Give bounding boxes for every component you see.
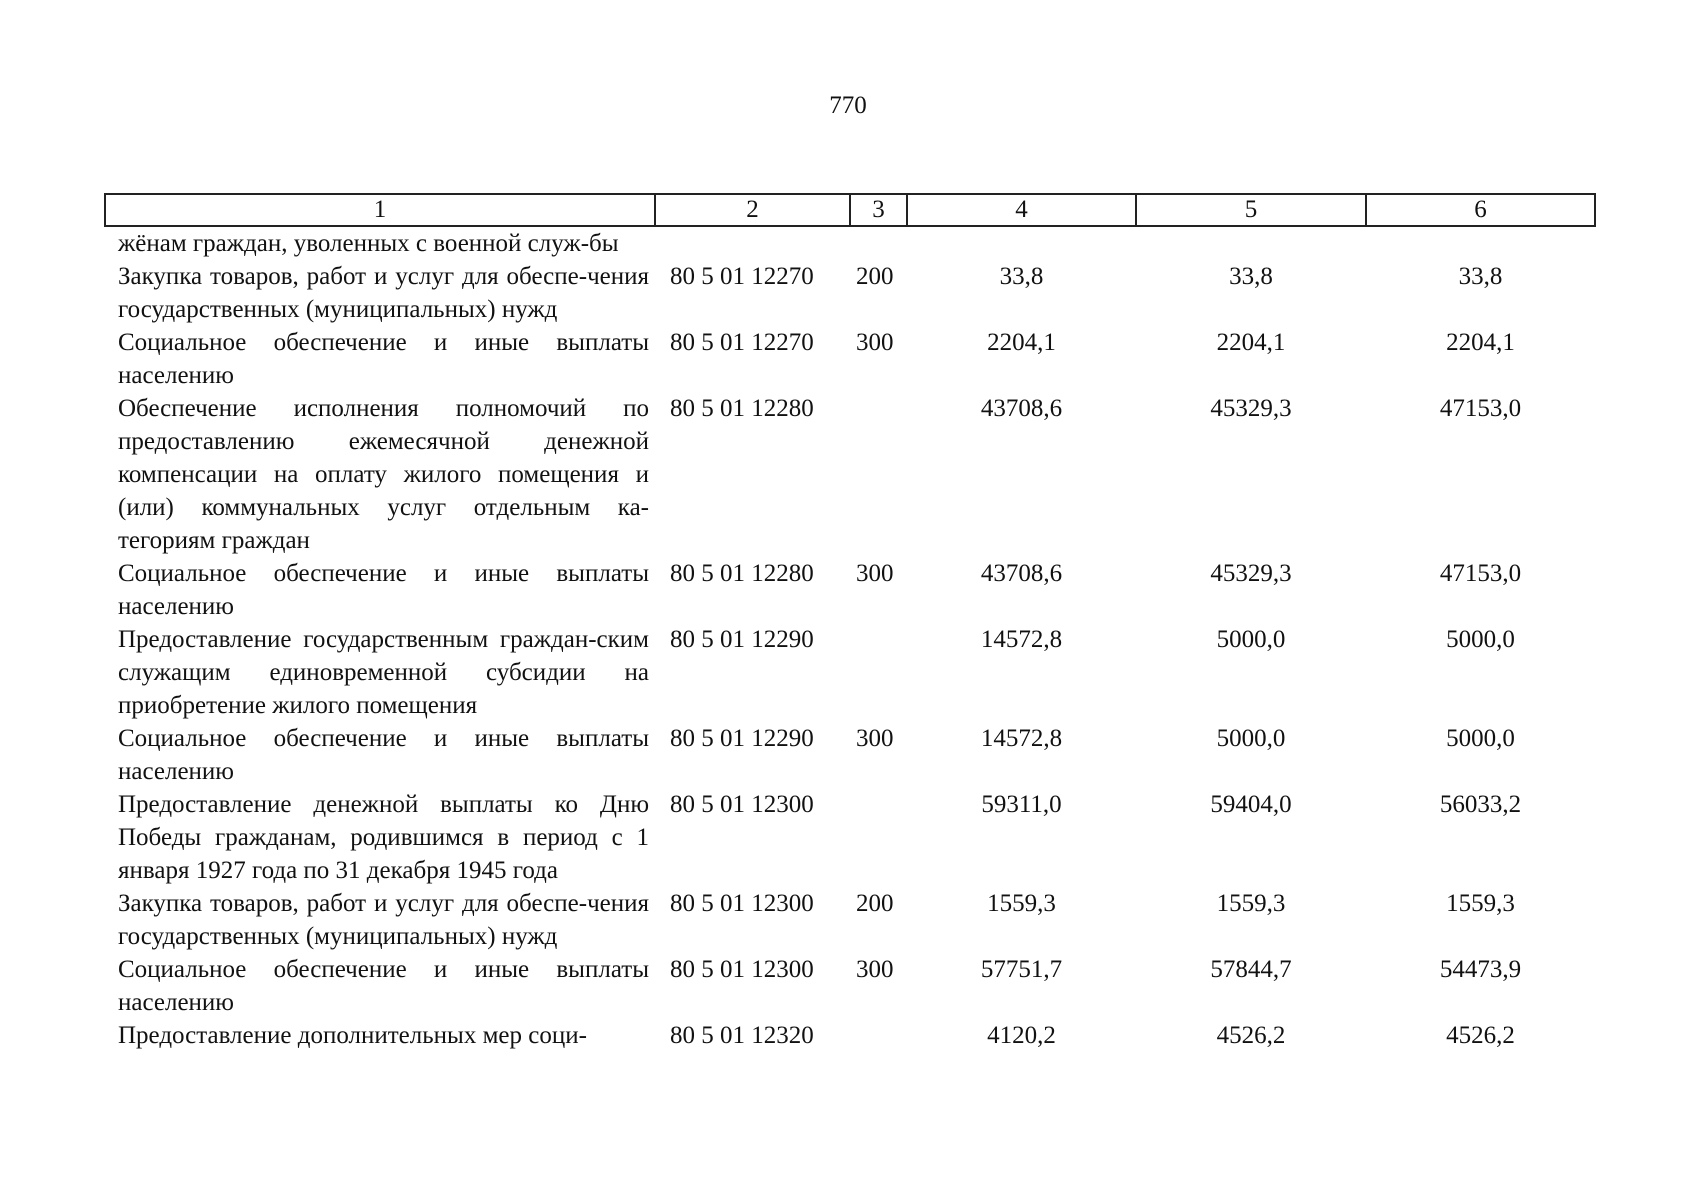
row-expense-type: 300 — [856, 956, 894, 983]
table-header-row — [105, 194, 1595, 226]
row-value-col6: 5000,0 — [1446, 725, 1515, 752]
row-value-col4: 1559,3 — [987, 890, 1056, 917]
row-code: 80 5 01 12300 — [670, 956, 814, 983]
budget-table-container — [104, 193, 1594, 1052]
row-value-col5: 33,8 — [1229, 263, 1273, 290]
row-code: 80 5 01 12300 — [670, 890, 814, 917]
row-code: 80 5 01 12280 — [670, 395, 814, 422]
row-expense-type — [850, 226, 907, 260]
row-value-col5: 4526,2 — [1216, 1022, 1286, 1049]
row-value-col5: 5000,0 — [1216, 626, 1286, 653]
row-name: Закупка товаров, работ и услуг для обеспе-чения государственных (муниципальных) нужд — [118, 263, 649, 323]
table-row — [105, 557, 1595, 623]
row-value-col5: 5000,0 — [1216, 725, 1286, 752]
row-value-col5: 57844,7 — [1210, 956, 1292, 983]
column-header-6: 6 — [1366, 194, 1595, 226]
column-header-5: 5 — [1136, 194, 1366, 226]
row-value-col5: 45329,3 — [1210, 560, 1292, 587]
row-value-col5 — [1136, 226, 1366, 260]
row-expense-type — [850, 392, 907, 557]
row-name: Предоставление государственным граждан-ским служащим единовременной субсидии на приобретение жилого помещения — [118, 626, 649, 719]
table-row — [105, 722, 1595, 788]
row-name: Социальное обеспечение и иные выплаты населению — [118, 560, 649, 620]
row-name: Предоставление дополнительных мер соци- — [118, 1022, 587, 1049]
row-code: 80 5 01 12320 — [670, 1022, 814, 1049]
row-name: Обеспечение исполнения полномочий по предоставлению ежемесячной денежной компенсации на оплату жилого помещения и (или) коммунальных услуг отдельным ка-тегориям граждан — [118, 395, 649, 554]
row-name: Предоставление денежной выплаты ко Дню Победы гражданам, родившимся в период с 1 января 1927 года по 31 декабря 1945 года — [118, 791, 649, 884]
table-row — [105, 392, 1595, 557]
row-value-col6: 4526,2 — [1446, 1022, 1515, 1049]
row-expense-type: 300 — [856, 560, 894, 587]
row-value-col6: 33,8 — [1458, 263, 1503, 290]
row-name: жёнам граждан, уволенных с военной служ-бы — [118, 230, 619, 257]
table-row — [105, 260, 1595, 326]
row-value-col6: 5000,0 — [1446, 626, 1515, 653]
row-value-col4: 2204,1 — [987, 329, 1056, 356]
row-value-col4 — [907, 226, 1136, 260]
table-row — [105, 887, 1595, 953]
row-name: Социальное обеспечение и иные выплаты населению — [118, 956, 649, 1016]
row-expense-type: 200 — [856, 263, 894, 290]
budget-table — [104, 193, 1596, 1052]
row-name: Закупка товаров, работ и услуг для обеспе-чения государственных (муниципальных) нужд — [118, 890, 649, 950]
row-value-col5: 45329,3 — [1210, 395, 1292, 422]
table-row — [105, 1019, 1595, 1052]
row-value-col4: 43708,6 — [980, 395, 1063, 422]
column-header-4: 4 — [907, 194, 1136, 226]
row-value-col6: 54473,9 — [1439, 956, 1522, 983]
row-code: 80 5 01 12270 — [670, 263, 814, 290]
row-code: 80 5 01 12290 — [670, 626, 814, 653]
column-header-3: 3 — [850, 194, 907, 226]
row-code: 80 5 01 12300 — [670, 791, 814, 818]
column-header-1: 1 — [105, 194, 655, 226]
row-value-col6 — [1366, 226, 1595, 260]
row-code: 80 5 01 12280 — [670, 560, 814, 587]
row-expense-type — [850, 1019, 907, 1052]
row-value-col4: 59311,0 — [981, 791, 1062, 818]
row-value-col6: 2204,1 — [1446, 329, 1515, 356]
row-value-col5: 59404,0 — [1210, 791, 1292, 818]
row-value-col6: 1559,3 — [1446, 890, 1515, 917]
row-expense-type — [850, 623, 907, 722]
row-code — [655, 226, 850, 260]
table-row — [105, 953, 1595, 1019]
row-value-col6: 47153,0 — [1439, 560, 1522, 587]
row-code: 80 5 01 12290 — [670, 725, 814, 752]
row-expense-type: 300 — [856, 725, 894, 752]
row-value-col4: 14572,8 — [980, 725, 1063, 752]
page-number: 770 — [829, 92, 867, 119]
row-expense-type: 200 — [856, 890, 894, 917]
column-header-2: 2 — [655, 194, 850, 226]
row-value-col4: 33,8 — [999, 263, 1044, 290]
row-value-col5: 1559,3 — [1216, 890, 1286, 917]
row-code: 80 5 01 12270 — [670, 329, 814, 356]
row-expense-type: 300 — [856, 329, 894, 356]
row-expense-type — [850, 788, 907, 887]
row-value-col6: 56033,2 — [1439, 791, 1522, 818]
row-value-col5: 2204,1 — [1216, 329, 1286, 356]
row-name: Социальное обеспечение и иные выплаты населению — [118, 329, 649, 389]
row-name: Социальное обеспечение и иные выплаты населению — [118, 725, 649, 785]
row-value-col4: 57751,7 — [980, 956, 1063, 983]
table-row — [105, 788, 1595, 887]
row-value-col6: 47153,0 — [1439, 395, 1522, 422]
row-value-col4: 4120,2 — [987, 1022, 1056, 1049]
row-value-col4: 14572,8 — [980, 626, 1063, 653]
table-row — [105, 623, 1595, 722]
row-value-col4: 43708,6 — [980, 560, 1063, 587]
table-row — [105, 326, 1595, 392]
table-row — [105, 226, 1595, 260]
